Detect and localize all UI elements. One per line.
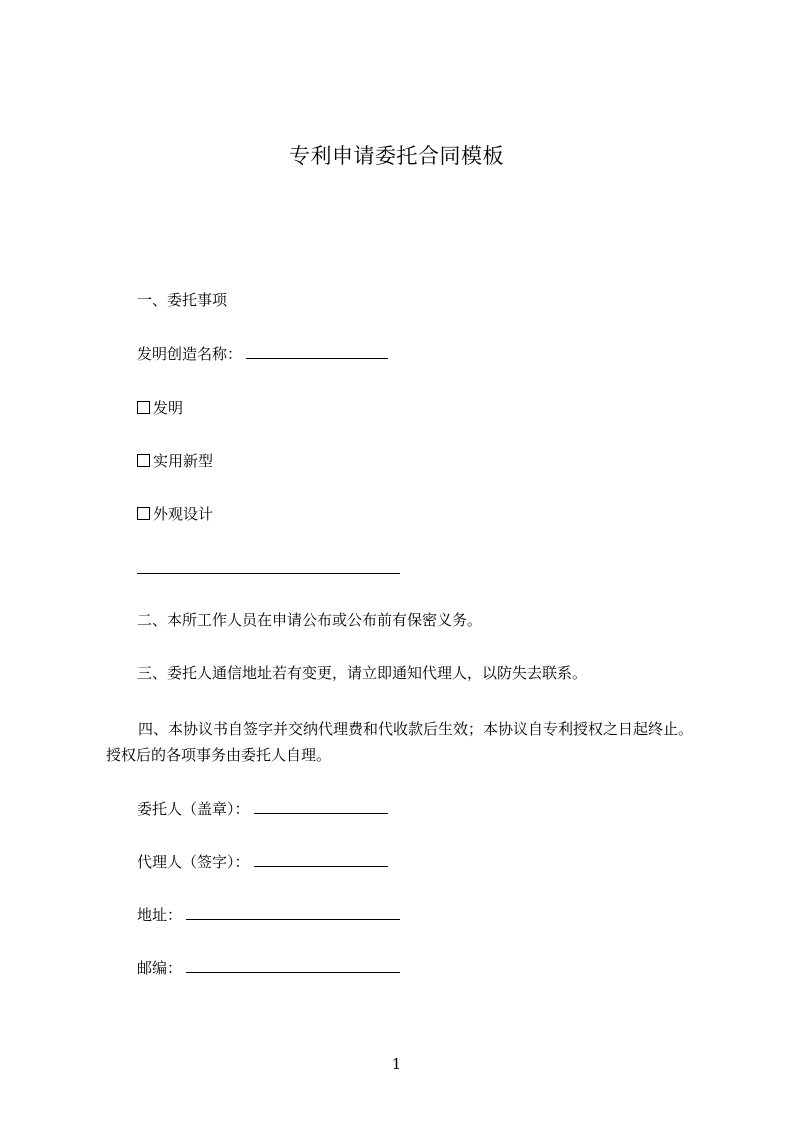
- address-row: [137, 904, 400, 925]
- agent-blank[interactable]: [254, 851, 388, 867]
- client-blank[interactable]: [254, 798, 388, 814]
- option-design[interactable]: [137, 504, 213, 524]
- clause-4: 四、本协议书自签字并交纳代理费和代收款后生效；本协议自专利授权之日起终止。授权后的各项事务由委托人自理。: [106, 720, 694, 764]
- checkbox-icon[interactable]: [137, 401, 150, 414]
- section1-heading: 一、委托事项: [137, 291, 228, 309]
- address-label: 地址：: [137, 906, 183, 924]
- address-blank[interactable]: [186, 904, 400, 920]
- agent-label: 代理人（签字）：: [137, 853, 250, 871]
- option-label: 外观设计: [153, 505, 214, 523]
- option-label: 实用新型: [153, 452, 214, 470]
- postcode-row: [137, 957, 400, 978]
- separator-line: [137, 573, 400, 574]
- option-label: 发明: [153, 399, 184, 417]
- checkbox-icon[interactable]: [137, 507, 150, 520]
- client-row: [137, 798, 388, 819]
- agent-row: [137, 851, 388, 872]
- document-title: 专利申请委托合同模板: [289, 144, 504, 168]
- postcode-label: 邮编：: [137, 959, 183, 977]
- clause-2: 二、本所工作人员在申请公布或公布前有保密义务。: [137, 611, 483, 629]
- invention-name-blank[interactable]: [246, 343, 388, 359]
- checkbox-icon[interactable]: [137, 454, 150, 467]
- invention-name-label: 发明创造名称：: [137, 345, 243, 363]
- clause-3: 三、委托人通信地址若有变更，请立即通知代理人，以防失去联系。: [137, 664, 588, 682]
- invention-name-row: [137, 343, 388, 364]
- client-label: 委托人（盖章）：: [137, 800, 250, 818]
- option-utility-model[interactable]: [137, 451, 213, 471]
- page-number: 1: [391, 1055, 402, 1073]
- postcode-blank[interactable]: [186, 957, 400, 973]
- option-invention[interactable]: [137, 398, 183, 418]
